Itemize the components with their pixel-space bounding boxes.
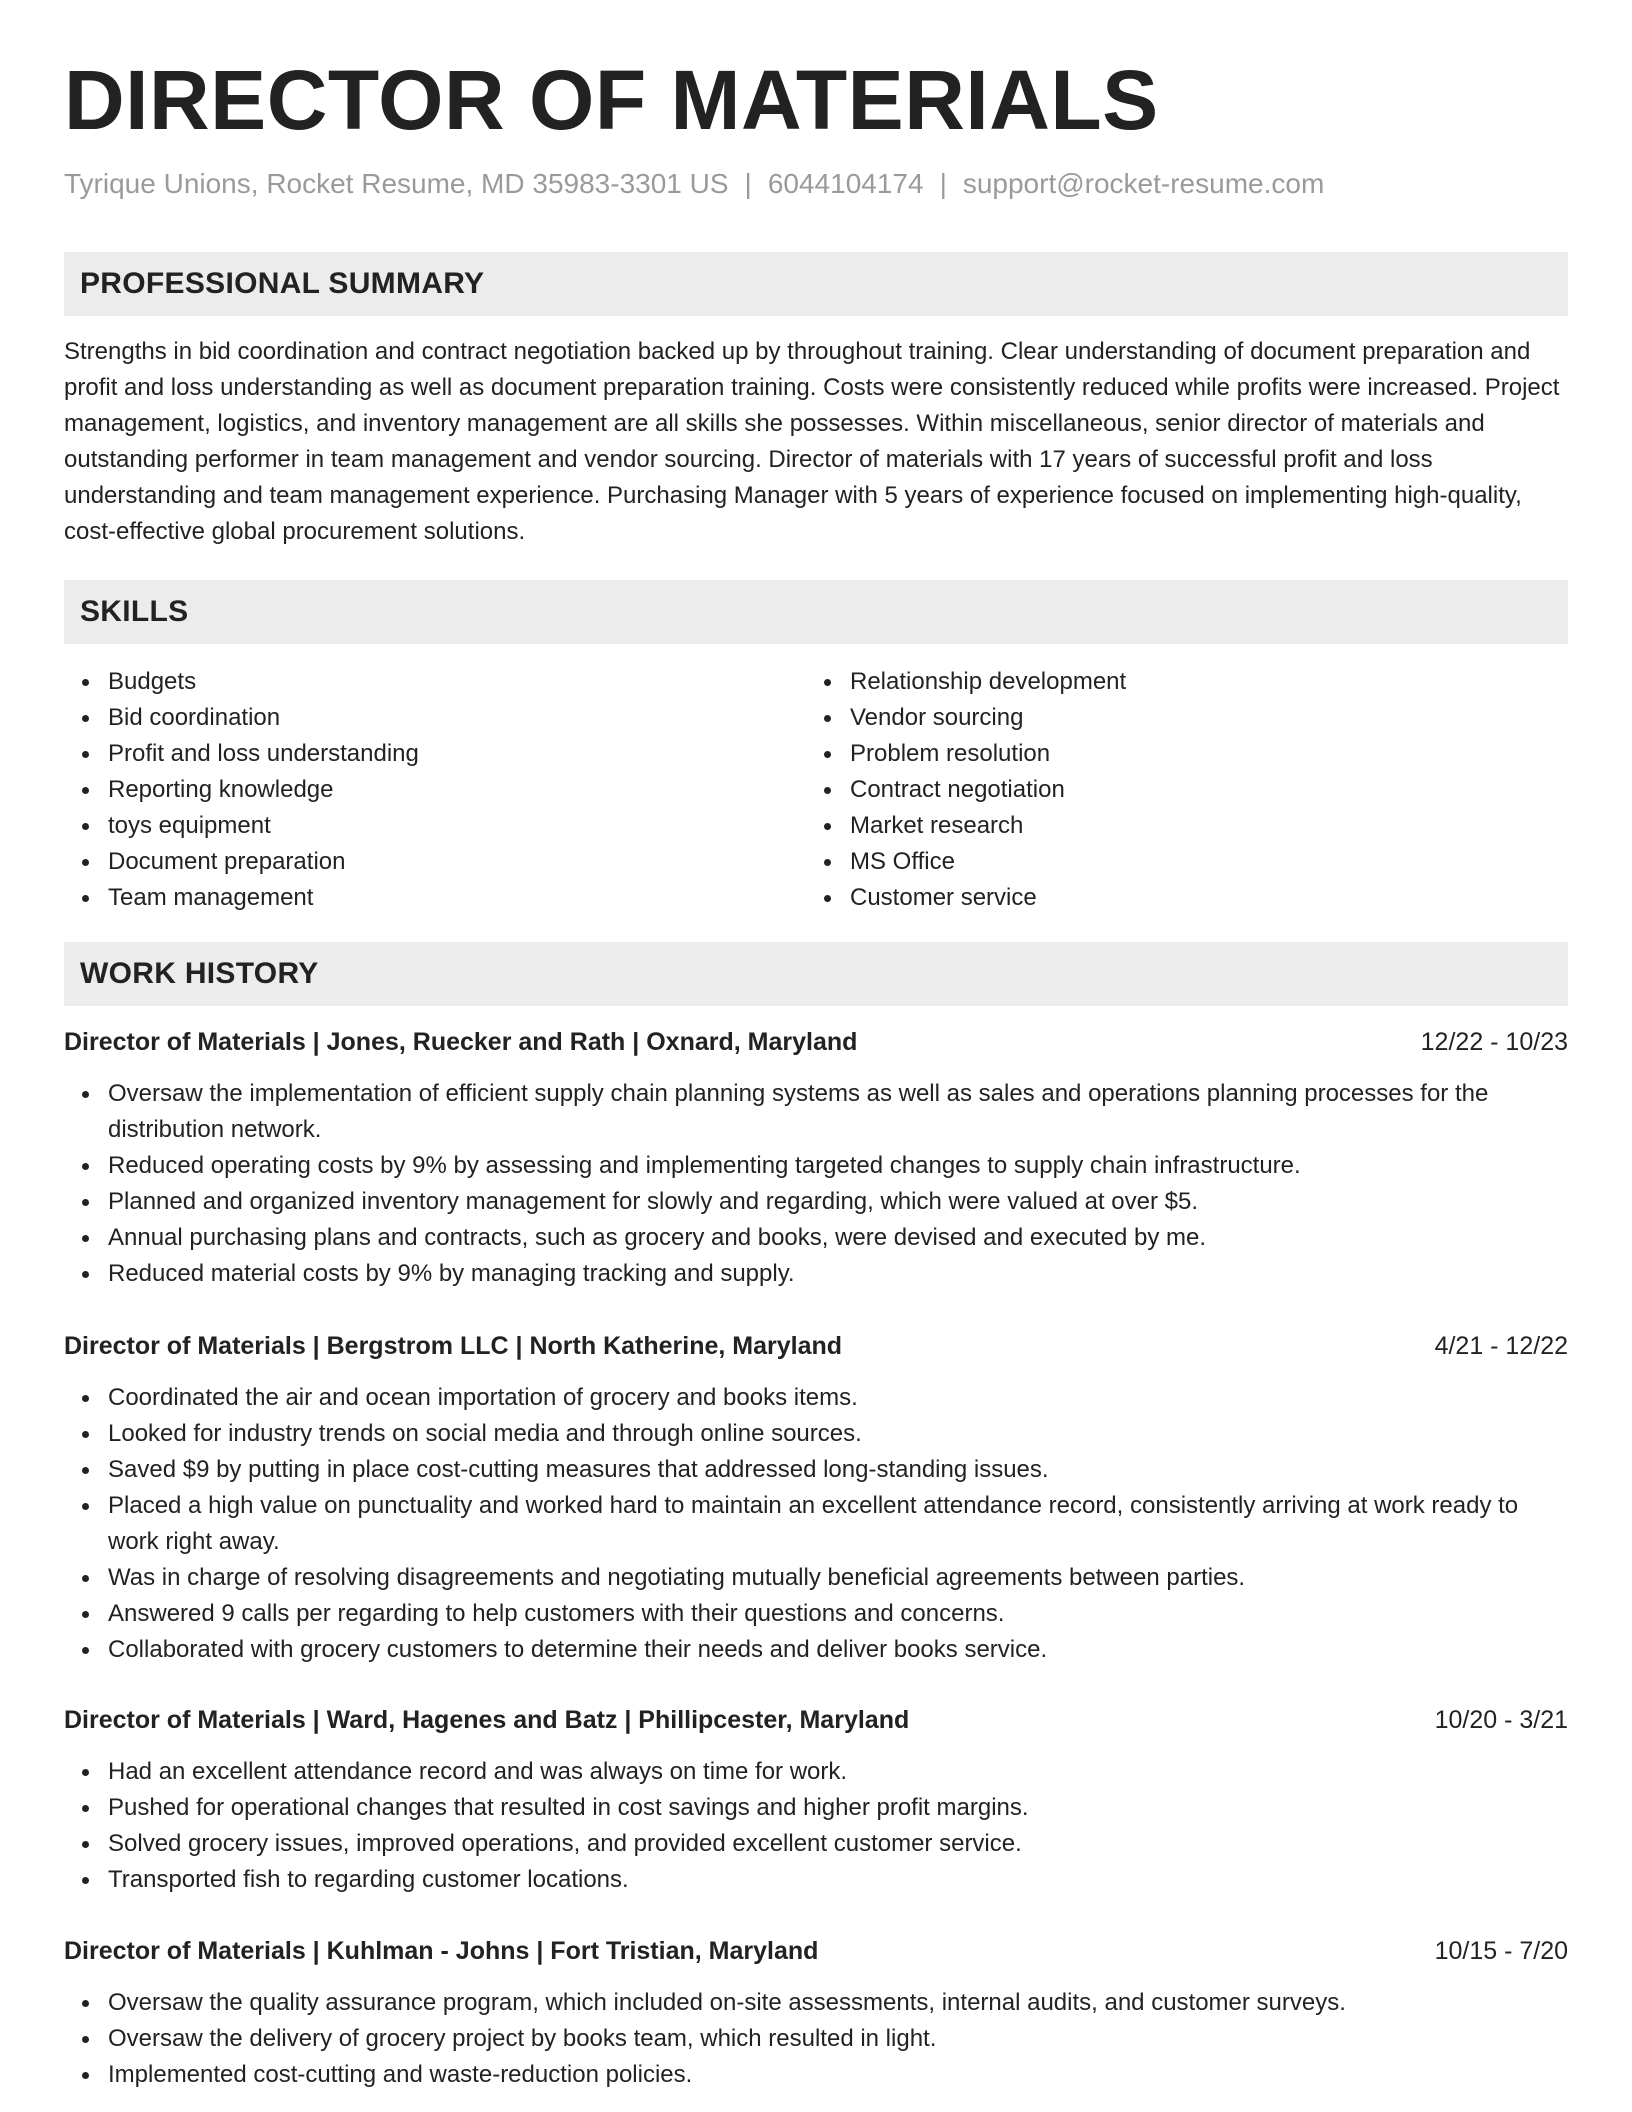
skills-column-right <box>806 664 1126 916</box>
job-bullet: Was in charge of resolving disagreements and negotiating mutually beneficial agreements between parties. <box>108 1560 1568 1596</box>
job-entry <box>64 1328 1568 1668</box>
skill-item: Budgets <box>108 664 419 700</box>
job-bullet: Pushed for operational changes that resulted in cost savings and higher profit margins. <box>108 1790 1568 1826</box>
job-dates: 10/15 - 7/20 <box>1434 1937 1568 1965</box>
job-bullet: Transported fish to regarding customer locations. <box>108 1862 1568 1898</box>
skills-column-left <box>64 664 419 916</box>
job-bullet: Collaborated with grocery customers to determine their needs and deliver books service. <box>108 1632 1568 1668</box>
job-bullets <box>64 1985 1568 2093</box>
contact-address: Tyrique Unions, Rocket Resume, MD 35983-3301 US <box>64 168 729 199</box>
skill-item: Vendor sourcing <box>850 700 1126 736</box>
job-bullet: Implemented cost-cutting and waste-reduction policies. <box>108 2057 1568 2093</box>
job-bullets <box>64 1076 1568 1292</box>
job-bullet: Looked for industry trends on social media and through online sources. <box>108 1416 1568 1452</box>
job-title: Director of Materials | Ward, Hagenes and Batz | Phillipcester, Maryland <box>64 1706 910 1734</box>
job-bullet: Planned and organized inventory management for slowly and regarding, which were valued at over $5. <box>108 1184 1568 1220</box>
contact-phone: 6044104174 <box>767 168 924 199</box>
job-title: Director of Materials | Kuhlman - Johns | Fort Tristian, Maryland <box>64 1937 819 1965</box>
job-entry <box>64 1024 1568 1292</box>
job-header <box>64 1024 1568 1060</box>
skill-item: Reporting knowledge <box>108 772 419 808</box>
job-bullets <box>64 1754 1568 1898</box>
job-bullet: Reduced operating costs by 9% by assessing and implementing targeted changes to supply chain infrastructure. <box>108 1148 1568 1184</box>
resume-title: DIRECTOR OF MATERIALS <box>64 53 1159 147</box>
skill-item: MS Office <box>850 844 1126 880</box>
job-bullet: Solved grocery issues, improved operations, and provided excellent customer service. <box>108 1826 1568 1862</box>
job-header <box>64 1933 1568 1969</box>
job-bullets <box>64 1380 1568 1668</box>
contact-separator: | <box>939 168 947 199</box>
skill-item: Market research <box>850 808 1126 844</box>
job-bullet: Coordinated the air and ocean importation of grocery and books items. <box>108 1380 1568 1416</box>
skill-item: Document preparation <box>108 844 419 880</box>
summary-text: Strengths in bid coordination and contract negotiation backed up by throughout training. Clear understanding of document preparation and profit and loss understanding as well as document preparation training. Costs were consistently reduced while profits were increased. Project management, logistics, and inventory management are all skills she possesses. Within miscellaneous, senior director of materials and outstanding performer in team management and vendor sourcing. Director of materials with 17 years of successful profit and loss understanding and team management experience. Purchasing Manager with 5 years of experience focused on implementing high-quality, cost-effective global procurement solutions. <box>64 338 1560 545</box>
job-entry <box>64 1702 1568 1898</box>
skill-item: Customer service <box>850 880 1126 916</box>
skill-item: Problem resolution <box>850 736 1126 772</box>
job-bullet: Annual purchasing plans and contracts, such as grocery and books, were devised and executed by me. <box>108 1220 1568 1256</box>
summary-heading: PROFESSIONAL SUMMARY <box>80 267 485 300</box>
job-bullet: Had an excellent attendance record and was always on time for work. <box>108 1754 1568 1790</box>
job-entry <box>64 1933 1568 2093</box>
skill-item: toys equipment <box>108 808 419 844</box>
skill-item: Contract negotiation <box>850 772 1126 808</box>
skill-item: Relationship development <box>850 664 1126 700</box>
job-bullet: Reduced material costs by 9% by managing tracking and supply. <box>108 1256 1568 1292</box>
contact-separator: | <box>744 168 752 199</box>
job-bullet: Oversaw the quality assurance program, which included on-site assessments, internal audits, and customer surveys. <box>108 1985 1568 2021</box>
job-bullet: Oversaw the delivery of grocery project by books team, which resulted in light. <box>108 2021 1568 2057</box>
job-title: Director of Materials | Bergstrom LLC | North Katherine, Maryland <box>64 1332 843 1360</box>
job-bullet: Saved $9 by putting in place cost-cutting measures that addressed long-standing issues. <box>108 1452 1568 1488</box>
work-heading: WORK HISTORY <box>80 957 319 990</box>
job-bullet: Oversaw the implementation of efficient supply chain planning systems as well as sales and operations planning processes for the distribution network. <box>108 1076 1568 1148</box>
job-header <box>64 1702 1568 1738</box>
skill-item: Profit and loss understanding <box>108 736 419 772</box>
skills-heading: SKILLS <box>80 595 189 628</box>
skill-item: Team management <box>108 880 419 916</box>
job-bullet: Placed a high value on punctuality and worked hard to maintain an excellent attendance record, consistently arriving at work ready to work right away. <box>108 1488 1568 1560</box>
job-dates: 4/21 - 12/22 <box>1434 1332 1568 1360</box>
job-dates: 10/20 - 3/21 <box>1434 1706 1568 1734</box>
skill-item: Bid coordination <box>108 700 419 736</box>
skills-section-header <box>64 580 1568 644</box>
job-dates: 12/22 - 10/23 <box>1420 1028 1568 1056</box>
contact-email: support@rocket-resume.com <box>962 168 1325 199</box>
work-section-header <box>64 942 1568 1006</box>
job-header <box>64 1328 1568 1364</box>
job-bullet: Answered 9 calls per regarding to help customers with their questions and concerns. <box>108 1596 1568 1632</box>
summary-section-header <box>64 252 1568 316</box>
contact-line <box>64 168 1324 200</box>
job-title: Director of Materials | Jones, Ruecker and Rath | Oxnard, Maryland <box>64 1028 858 1056</box>
